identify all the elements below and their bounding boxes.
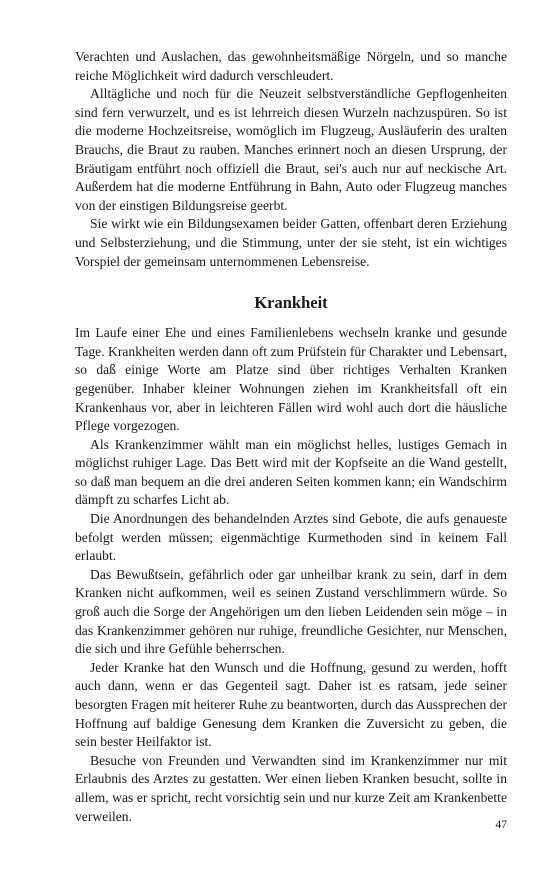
section-heading: Krankheit <box>254 293 328 313</box>
section-paragraph-3: Die Anordnungen des behandelnden Arztes sind Gebote, die aufs genaueste befolgt werden müssen; eigenmächtige Kurmethoden sind in keinem Fall erlaubt. <box>75 511 507 564</box>
intro-paragraph-2: Alltägliche und noch für die Neuzeit selbstverständliche Gepflogenheiten sind fern verwurzelt, und es ist lehrreich diesen Wurzeln nachzuspüren. So ist die moderne Hochzeitsreise, womöglich im Flugzeug, Ausläuferin des uralten Brauchs, die Braut zu rauben. Manches erinnert noch an diesen Ursprung, der Bräutigam entführt noch offiziell die Braut, sei's auch nur auf neckische Art. Außerdem hat die moderne Entführung in Bahn, Auto oder Flugzeug manches von der einstigen Bildungsreise geerbt. <box>75 86 507 213</box>
intro-paragraph-1: Verachten und Auslachen, das gewohnheitsmäßige Nörgeln, und so manche reiche Möglichkeit wird dadurch verschleudert. <box>75 49 507 83</box>
page-body <box>75 48 507 826</box>
section-paragraph-1: Im Laufe einer Ehe und eines Familienlebens wechseln kranke und gesunde Tage. Krankheiten werden dann oft zum Prüfstein für Charakter und Lebensart, so daß einige Worte am Platze sind über richtiges Verhalten Kranken gegenüber. Inhaber kleiner Wohnungen ziehen im Krankheitsfall oft ein Krankenhaus vor, aber in leichteren Fällen wird wohl auch dort die häusliche Pflege vorgezogen. <box>75 325 507 434</box>
section-paragraph-4: Das Bewußtsein, gefährlich oder gar unheilbar krank zu sein, darf in dem Kranken nicht aufkommen, weil es seinen Zustand verschlimmern würde. So groß auch die Sorge der Angehörigen um den lieben Leidenden sein möge – in das Krankenzimmer gehören nur ruhige, freundliche Gesichter, nur Menschen, die sich und ihre Gefühle beherrschen. <box>75 566 507 657</box>
page-number: 47 <box>495 819 507 831</box>
section-paragraph-2: Als Krankenzimmer wählt man ein möglichst helles, lustiges Gemach in möglichst ruhiger Lage. Das Bett wird mit der Kopfseite an die Wand gestellt, so daß man bequem an die drei anderen Seiten kommen kann; ein Wandschirm dämpft zu scharfes Licht ab. <box>75 436 507 508</box>
intro-paragraph-3: Sie wirkt wie ein Bildungsexamen beider Gatten, offenbart deren Erziehung und Selbsterziehung, und die Stimmung, unter der sie steht, ist ein wichtiges Vorspiel der gemeinsam unternommenen Lebensreise. <box>75 216 507 269</box>
section-paragraph-6: Besuche von Freunden und Verwandten sind im Krankenzimmer nur mit Erlaubnis des Arztes zu gestatten. Wer einen lieben Kranken besucht, sollte in allem, was er spricht, recht vorsichtig sein und nur kurze Zeit am Krankenbette verweilen. <box>75 752 507 824</box>
section-paragraph-5: Jeder Kranke hat den Wunsch und die Hoffnung, gesund zu werden, hofft auch dann, wenn er das Gegenteil sagt. Daher ist es ratsam, jede seiner besorgten Fragen mit heiterer Ruhe zu beantworten, durch das Aussprechen der Hoffnung auf baldige Genesung dem Kranken die Zuversicht zu geben, die sein bester Heilfaktor ist. <box>75 659 507 750</box>
